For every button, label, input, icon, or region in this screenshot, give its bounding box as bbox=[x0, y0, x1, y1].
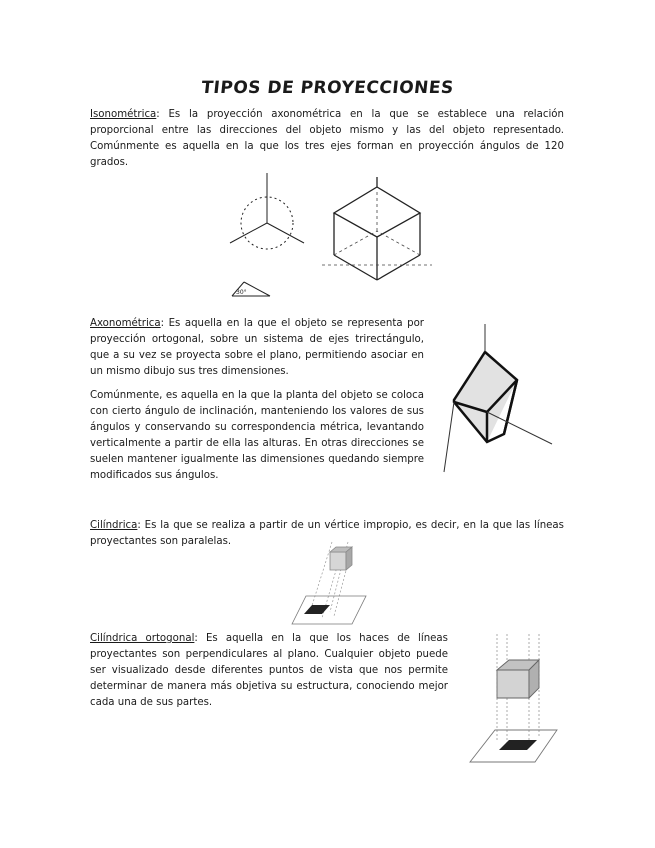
term-axonometrica: Axonométrica bbox=[90, 318, 161, 329]
axonometric-prism-figure bbox=[442, 322, 557, 477]
term-isometrica: Isonométrica bbox=[90, 109, 157, 120]
paragraph-isometrica bbox=[90, 107, 564, 171]
paragraph-axonometrica-2: Comúnmente, es aquella en la que la planta del objeto se coloca con cierto ángulo de inclinación, manteniendo los valores de sus ángulos y conservando su correspondencia métrica, levantando verticalmente a partir de ella las alturas. En otras direcciones se suelen mantener igualmente las dimensiones quedando siempre modificados sus ángulos. bbox=[90, 390, 424, 481]
isometric-axes-figure bbox=[222, 168, 312, 308]
text-axonometrica: : Es aquella en la que el objeto se representa por proyección ortogonal, sobre un sistema de ejes trirectángulo, que a su vez se proyecta sobre el plano, permitiendo asociar en un mismo dibujo sus tres dimensiones. bbox=[90, 318, 424, 377]
paragraph-cilindrica-ortogonal bbox=[90, 631, 448, 711]
svg-text:30°: 30° bbox=[236, 289, 247, 296]
page-title: TIPOS DE PROYECCIONES bbox=[200, 78, 455, 98]
paragraph-axonometrica bbox=[90, 316, 424, 380]
isometric-cube-figure bbox=[322, 175, 432, 285]
cylindrical-projection-figure bbox=[290, 540, 370, 625]
text-isometrica: : Es la proyección axonométrica en la que se establece una relación proporcional entre las direcciones del objeto mismo y las del objeto representado. Comúnmente es aquella en la que los tres ejes forman en proyección ángulos de 120 grados. bbox=[90, 109, 564, 168]
term-cilindrica: Cilíndrica bbox=[90, 520, 138, 531]
term-cilindrica-ortogonal: Cilíndrica ortogonal bbox=[90, 633, 195, 644]
text-cilindrica: : Es la que se realiza a partir de un vértice impropio, es decir, en la que las líneas proyectantes son paralelas. bbox=[90, 520, 564, 547]
text-cilindrica-ortogonal: : Es aquella en la que los haces de líneas proyectantes son perpendiculares al plano. Cualquier objeto puede ser visualizado desde diferentes puntos de vista que nos permite determinar de manera más objetiva su estructura, conociendo mejor cada una de sus partes. bbox=[90, 633, 448, 708]
orthogonal-projection-figure bbox=[465, 632, 560, 767]
